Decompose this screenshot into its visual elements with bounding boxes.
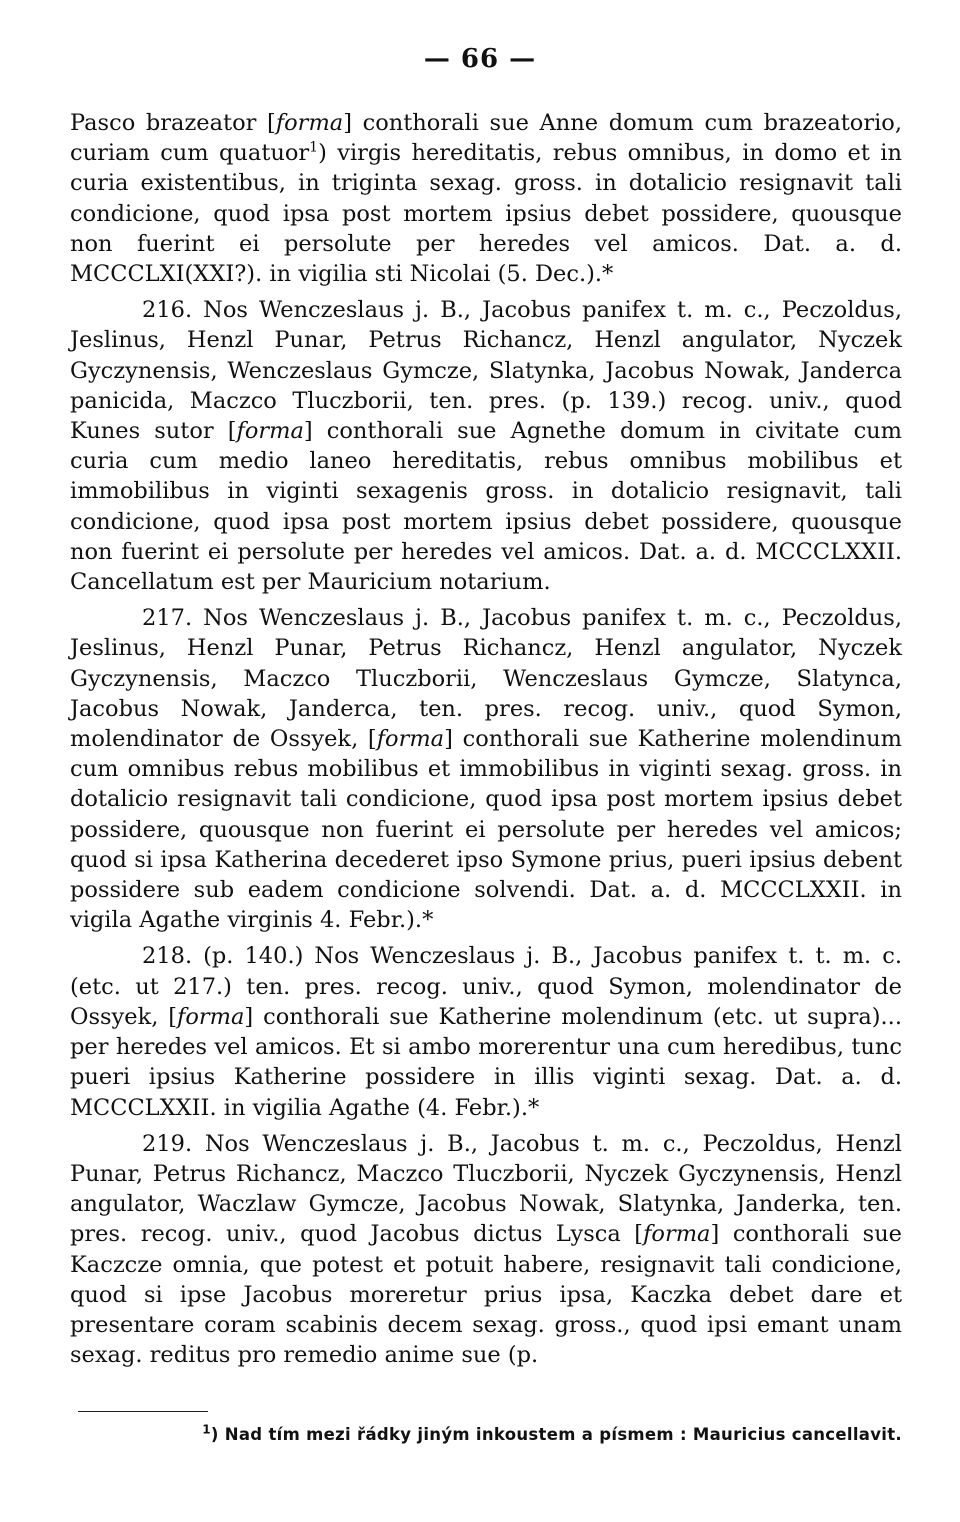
entry-217-forma: forma	[376, 726, 445, 753]
footnote-mark: 1	[202, 1422, 211, 1437]
footnote-text: ) Nad tím mezi řádky jiným inkoustem a písmem : Mauricius cancellavit.	[210, 1425, 902, 1444]
entry-216-forma: forma	[236, 418, 304, 445]
entry-215-text-2: ] conthorali sue Anne domum cum brazeatorio, curiam cum quatuor	[70, 110, 902, 167]
entry-219	[70, 1129, 902, 1371]
entry-217-text-2: ] conthorali sue Katherine molendinum cum omnibus rebus mobilibus et immobilibus in viginti sexag. gross. in dotalicio resignavit tali condicione, quod ipsa post mortem ipsius debet possidere, quousque non fuerint ei persolute per heredes vel amicos; quod si ipsa Katherina decederet ipso Symone prius, pueri ipsius debent possidere sub eadem condicione solvendi. Dat. a. d. MCCCLXXII. in vigila Agathe virginis 4. Febr.).*	[70, 726, 902, 934]
entry-215-text-3: ) virgis hereditatis, rebus omnibus, in domo et in curia existentibus, in triginta sexag. gross. in dotalicio resignavit tali condicione, quod ipsa post mortem ipsius debet possidere, quousque non fuerint ei persolute per heredes vel amicos. Dat. a. d. MCCCLXI(XXI?). in vigilia sti Nicolai (5. Dec.).*	[70, 140, 902, 288]
entry-219-text-1: 219. Nos Wenczeslaus j. B., Jacobus t. m. c., Peczoldus, Henzl Punar, Petrus Richancz, Maczco Tluczborii, Nyczek Gyczynensis, Henzl angulator, Waczlaw Gymcze, Jacobus Nowak, Slatynka, Janderka, ten. pres. recog. univ., quod Jacobus dictus Lysca [	[70, 1130, 902, 1248]
entry-218	[70, 941, 902, 1122]
footnote	[70, 1424, 902, 1446]
entry-219-text-2: ] conthorali sue Kaczcze omnia, que potest et potuit habere, resignavit tali condicione, quod si ipse Jacobus moreretur prius ipsa, Kaczka debet dare et presentare coram scabinis decem sexag. gross., quod ipsi emant unam sexag. reditus pro remedio anime sue (p.	[70, 1221, 903, 1369]
entry-219-forma: forma	[643, 1221, 711, 1248]
entry-218-text-2: ] conthorali sue Katherine molendinum (etc. ut supra)... per heredes vel amicos. Et si ambo morerentur una cum heredibus, tunc pueri ipsius Katherine possidere in illis viginti sexag. Dat. a. d. MCCCLXXII. in vigilia Agathe (4. Febr.).*	[70, 1003, 902, 1121]
entry-215-text-1: Pasco brazeator [	[70, 110, 276, 136]
entry-217	[70, 603, 902, 935]
footnote-reference: 1	[309, 139, 319, 156]
main-text	[70, 108, 902, 1370]
entry-218-forma: forma	[177, 1003, 245, 1030]
entry-215	[70, 108, 902, 289]
entry-216-text-1: 216. Nos Wenczeslaus j. B., Jacobus panifex t. m. c., Peczoldus, Jeslinus, Henzl Punar, Petrus Richancz, Henzl angulator, Nyczek Gyczynensis, Wenczeslaus Gymcze, Slatynka, Jacobus Nowak, Janderca panicida, Maczco Tluczborii, ten. pres. (p. 139.) recog. univ., quod Kunes sutor [	[70, 297, 902, 445]
entry-215-forma: forma	[275, 110, 344, 136]
entry-216-text-2: ] conthorali sue Agnethe domum in civitate cum curia cum medio laneo hereditatis, rebus omnibus mobilibus et immobilibus in viginti sexagenis gross. in dotalicio resignavit, tali condicione, quod ipsa post mortem ipsius debet possidere, quousque non fuerint ei persolute per heredes vel amicos. Dat. a. d. MCCCLXXII. Cancellatum est per Mauricium notarium.	[70, 418, 903, 596]
entry-216	[70, 295, 902, 597]
footnote-divider	[78, 1411, 208, 1412]
page-number: — 66 —	[423, 44, 537, 74]
entry-217-text-1: 217. Nos Wenczeslaus j. B., Jacobus panifex t. m. c., Peczoldus, Jeslinus, Henzl Punar, Petrus Richancz, Henzl angulator, Nyczek Gyczynensis, Maczco Tluczborii, Wenczeslaus Gymcze, Slatynca, Jacobus Nowak, Janderca, ten. pres. recog. univ., quod Symon, molendinator de Ossyek, [	[70, 605, 902, 753]
entry-218-text-1: 218. (p. 140.) Nos Wenczeslaus j. B., Jacobus panifex t. t. m. c. (etc. ut 217.) ten. pres. recog. univ., quod Symon, molendinator de Ossyek, [	[70, 943, 902, 1030]
